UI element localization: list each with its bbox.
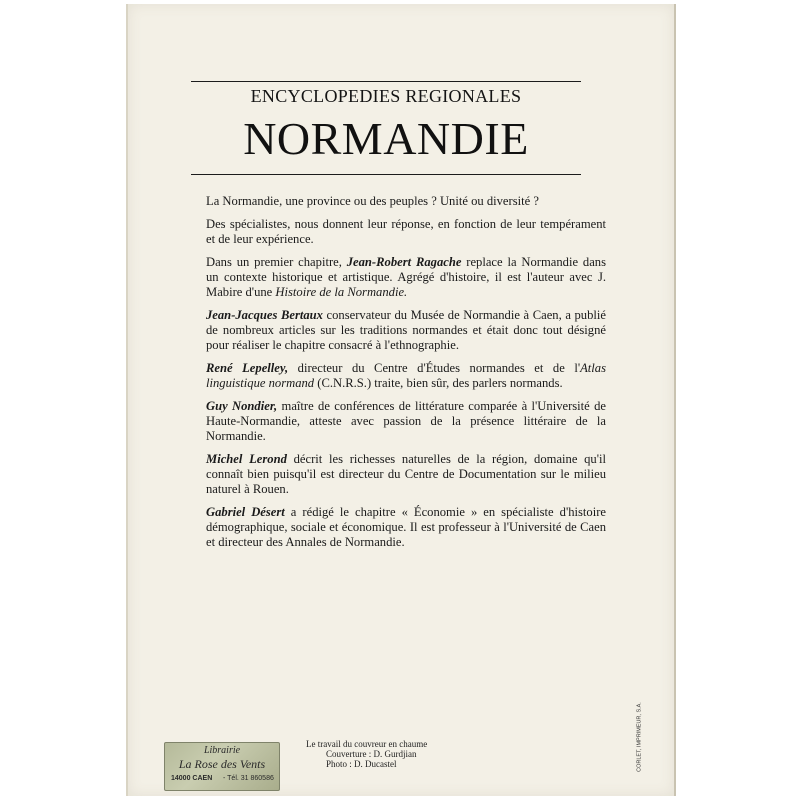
book-reference: Atlas linguistique normand	[206, 361, 606, 390]
book-title: NORMANDIE	[243, 113, 529, 164]
author-name: Guy Nondier,	[206, 399, 278, 413]
cover-credits: Le travail du couvreur en chaume Couverture : D. Gurdjian Photo : D. Ducastel	[306, 739, 428, 769]
paragraph-intro: La Normandie, une province ou des peuples ? Unité ou diversité ?	[206, 194, 539, 208]
blurb-text	[191, 194, 606, 558]
paragraph-specialists: Des spécialistes, nous donnent leur réponse, en fonction de leur tempérament et de leur expérience.	[206, 217, 606, 246]
paragraph-lepelley: René Lepelley, directeur du Centre d'Études normandes et de l'Atlas linguistique normand (C.N.R.S.) traite, bien sûr, des parlers normands.	[206, 361, 606, 390]
author-name: Gabriel Désert	[206, 505, 285, 519]
paragraph-desert: Gabriel Désert a rédigé le chapitre « Économie » en spécialiste d'histoire démographique, sociale et économique. Il est professeur à l'Université de Caen et directeur des Annales de Normandie.	[206, 505, 606, 549]
author-name: Jean-Jacques Bertaux	[206, 308, 323, 322]
top-rule	[191, 81, 581, 82]
book-reference: Histoire de la Normandie.	[275, 285, 408, 299]
paragraph-ragache: Dans un premier chapitre, Jean-Robert Ragache replace la Normandie dans un contexte historique et artistique. Agrégé d'histoire, il est l'auteur avec J. Mabire d'une Histoire de la Normandie.	[206, 255, 606, 299]
paragraph-bertaux: Jean-Jacques Bertaux conservateur du Musée de Normandie à Caen, a publié de nombreux articles sur les traditions normandes et était donc tout désigné pour réaliser le chapitre consacré à l'ethnographie.	[206, 308, 606, 352]
author-name: René Lepelley,	[206, 361, 289, 375]
bookshop-sticker: Librairie La Rose des Vents 14000 CAEN - Tél. 31 860586	[164, 742, 280, 791]
series-title: ENCYCLOPEDIES REGIONALES	[250, 86, 522, 106]
bottom-rule	[191, 174, 581, 175]
author-name: Jean-Robert Ragache	[346, 255, 462, 269]
paragraph-lerond: Michel Lerond décrit les richesses naturelles de la région, domaine qu'il connaît bien puisqu'il est directeur du Centre de Documentation sur le milieu naturel à Rouen.	[206, 452, 606, 496]
book-back-cover	[126, 4, 676, 796]
author-name: Michel Lerond	[206, 452, 287, 466]
paragraph-nondier: Guy Nondier, maître de conférences de littérature comparée à l'Université de Haute-Normandie, atteste avec passion de la présence littéraire de la Normandie.	[206, 399, 606, 443]
printer-imprint: CORLET, IMPRIMEUR, S.A.	[636, 702, 643, 772]
